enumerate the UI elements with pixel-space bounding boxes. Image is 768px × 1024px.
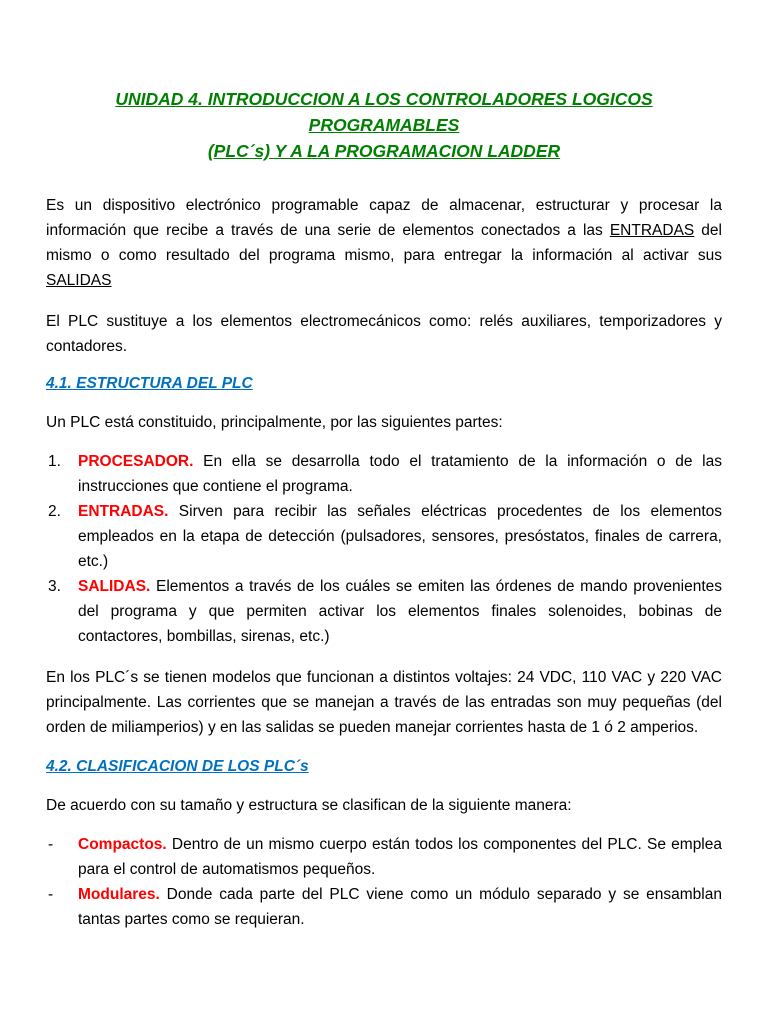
list-term: PROCESADOR. (78, 453, 194, 470)
intro-text-2: del mismo o como resultado del programa mismo, para entregar la información al activar sus (46, 222, 722, 264)
salidas-underlined: SALIDAS (46, 272, 112, 289)
list-item (48, 832, 722, 882)
list-term: Modulares. (78, 886, 160, 903)
intro-paragraph (46, 193, 722, 293)
list-item (48, 574, 722, 649)
entradas-underlined: ENTRADAS (609, 222, 695, 239)
list-marker: - (48, 836, 54, 853)
list-item (48, 449, 722, 499)
section-2-heading: 4.2. CLASIFICACION DE LOS PLC´s (46, 758, 309, 775)
list-term: Compactos. (78, 836, 167, 853)
list-item (48, 882, 722, 932)
list-marker: 1. (48, 453, 61, 470)
list-text: Donde cada parte del PLC viene como un módulo separado y se ensamblan tantas partes como se requieran. (78, 886, 722, 928)
section-1-lead: Un PLC está constituido, principalmente, por las siguientes partes: (46, 414, 503, 431)
list-marker: 3. (48, 578, 61, 595)
title-line-2: (PLC´s) Y A LA PROGRAMACION LADDER (207, 141, 561, 161)
title-line-1: UNIDAD 4. INTRODUCCION A LOS CONTROLADORES LOGICOS PROGRAMABLES (115, 89, 653, 135)
list-text: Sirven para recibir las señales eléctricas procedentes de los elementos empleados en la etapa de detección (pulsadores, sensores, presóstatos, finales de carrera, etc.) (78, 503, 722, 570)
list-item (48, 499, 722, 574)
intro-text-1: Es un dispositivo electrónico programable capaz de almacenar, estructurar y procesar la información que recibe a través de una serie de elementos conectados a las (46, 197, 722, 239)
replace-paragraph: El PLC sustituye a los elementos electromecánicos como: relés auxiliares, temporizadores y contadores. (46, 313, 722, 355)
list-term: ENTRADAS. (78, 503, 169, 520)
list-marker: - (48, 886, 54, 903)
list-marker: 2. (48, 503, 61, 520)
section-2-lead: De acuerdo con su tamaño y estructura se clasifican de la siguiente manera: (46, 797, 572, 814)
section-1-heading: 4.1. ESTRUCTURA DEL PLC (46, 375, 253, 392)
document-title (40, 86, 728, 164)
list-text: En ella se desarrolla todo el tratamiento de la información o de las instrucciones que contiene el programa. (78, 453, 722, 495)
list-text: Dentro de un mismo cuerpo están todos los componentes del PLC. Se emplea para el control de automatismos pequeños. (78, 836, 722, 878)
list-term: SALIDAS. (78, 578, 151, 595)
voltages-paragraph: En los PLC´s se tienen modelos que funcionan a distintos voltajes: 24 VDC, 110 VAC y 220 VAC principalmente. Las corrientes que se manejan a través de las entradas son muy pequeñas (del orden de miliamperios) y en las salidas se pueden manejar corrientes hasta de 1 ó 2 amperios. (46, 669, 722, 736)
list-text: Elementos a través de los cuáles se emiten las órdenes de mando provenientes del programa y que permiten activar los elementos finales solenoides, bobinas de contactores, bombillas, sirenas, etc.) (78, 578, 722, 645)
